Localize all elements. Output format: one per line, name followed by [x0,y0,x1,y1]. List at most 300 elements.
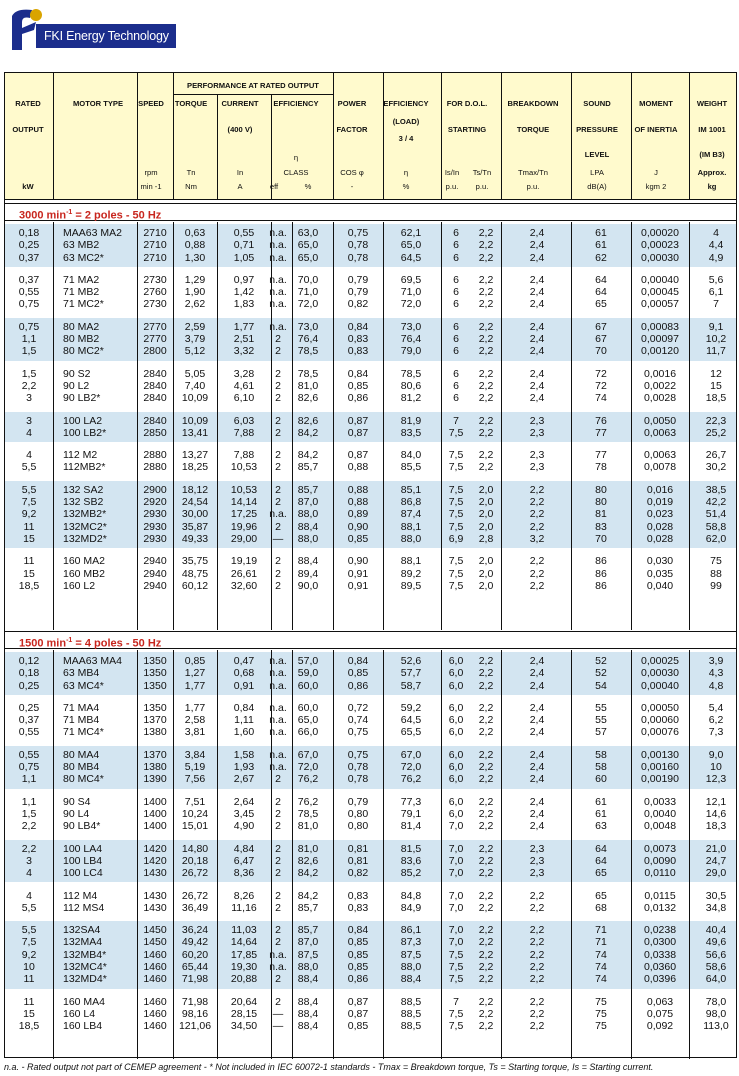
table-cell: 0,79 [347,795,369,808]
table-cell: 4,3 [708,667,724,680]
table-cell: 71 MB4 [63,714,100,727]
table-cell: 71 [595,924,607,937]
table-cell: 1400 [143,807,167,820]
unit-bd: p.u. [526,182,540,191]
column-divider [383,650,384,1059]
table-cell: 0,0073 [643,842,677,855]
table-cell: 75 [595,1020,607,1033]
table-cell: 2,2 [478,748,494,761]
table-cell: 2,2 [478,714,494,727]
table-cell: 21,0 [705,842,727,855]
table-cell: 62,1 [400,227,422,239]
table-cell: 6,10 [233,392,255,405]
table-cell: 7,5 [448,461,464,474]
table-cell: 2 [275,461,281,474]
table-cell: 10 [23,960,35,973]
table-cell: 2 [275,426,281,439]
table-cell: 0,87 [347,995,369,1008]
table-cell: 100 LC4 [63,867,103,880]
unit-moi: J [654,168,658,177]
table-cell: 2,3 [529,461,545,474]
table-cell: n.a. [269,298,287,311]
table-cell: 5,5 [21,483,37,496]
table-cell: 0,83 [347,889,369,902]
table-cell: 88,0 [297,960,319,973]
table-cell: 1,60 [233,726,255,739]
table-cell: 87,0 [297,496,319,509]
row-group [5,552,736,595]
table-cell: 2,2 [478,273,494,286]
table-cell: 1,5 [21,807,37,820]
table-cell: 84,9 [400,901,422,914]
table-cell: 0,00057 [641,298,679,311]
table-cell: 160 MB2 [63,567,106,580]
table-cell: 2,2 [478,1007,494,1020]
table-cell: 80 MB2 [63,333,100,346]
table-cell: 2,4 [529,714,545,727]
table-cell: 64,0 [705,973,727,986]
table-cell: 5,05 [184,367,206,380]
table-cell: 88,0 [400,960,422,973]
table-cell: 87,5 [297,948,319,961]
table-cell: 11,7 [706,345,726,358]
header-wt: IM 1001 [698,125,726,134]
table-cell: 7,5 [21,936,37,949]
table-cell: 61 [595,239,607,252]
table-row [5,867,736,879]
section-poles: = 4 poles - 50 Hz [72,637,162,650]
table-cell: 132MB4* [63,948,107,961]
table-cell: 0,75 [347,726,369,739]
table-cell: 5,4 [708,701,724,714]
table-cell: 0,092 [646,1020,674,1033]
table-cell: 2,4 [529,679,545,692]
table-cell: 71,98 [181,973,209,986]
table-cell: 7,5 [448,449,464,462]
table-cell: 79,1 [400,807,422,820]
table-cell: 58,7 [400,679,422,692]
table-cell: 54 [595,679,607,692]
table-cell: 0,81 [347,842,369,855]
table-cell: 0,040 [646,579,674,592]
section-heading [5,631,736,649]
table-cell: 26,72 [181,867,209,880]
table-cell: 18,3 [705,820,727,833]
table-cell: 132MD2* [63,532,107,545]
table-cell: 0,00045 [641,286,679,299]
table-cell: 0,80 [347,820,369,833]
table-cell: 88,5 [400,995,422,1008]
table-cell: 80 MB4 [63,761,100,774]
table-cell: 0,88 [347,461,369,474]
table-cell: 14,80 [181,842,209,855]
column-divider [292,222,293,630]
table-cell: 6 [453,392,459,405]
table-cell: 49,6 [705,936,727,949]
table-cell: 80,6 [400,379,422,392]
table-cell: 2,2 [478,726,494,739]
table-cell: 0,85 [347,532,369,545]
table-cell: 0,80 [347,807,369,820]
unit-torque: Nm [185,182,197,191]
table-cell: 3,45 [233,807,255,820]
table-cell: 80 [595,483,607,496]
table-cell: 52,6 [400,655,422,667]
table-cell: 2,2 [478,973,494,986]
table-cell: 26,61 [230,567,258,580]
header-divider [501,73,502,199]
table-cell: 10,24 [181,807,209,820]
table-cell: 1350 [143,679,167,692]
unit-sound: LPA [590,168,604,177]
header-dol: FOR D.O.L. [446,99,488,108]
table-cell: 80 MA4 [63,748,100,761]
table-cell: 20,88 [230,973,258,986]
table-cell: 3 [26,414,32,427]
table-row [5,714,736,726]
table-cell: 132 SA2 [63,483,104,496]
unit-sub: p.u. [445,182,459,191]
table-cell: 0,37 [18,714,40,727]
table-row [5,996,736,1008]
table-cell: 6 [453,367,459,380]
table-cell: 100 LB4 [63,854,103,867]
table-cell: 55 [595,714,607,727]
table-cell: 0,0300 [643,936,677,949]
table-cell: 2,3 [529,867,545,880]
table-cell: 17,85 [230,948,258,961]
table-cell: 40,4 [705,924,727,937]
section-title: 1500 min [19,637,67,650]
table-cell: 2,0 [478,579,494,592]
table-cell: 71,0 [400,286,422,299]
table-row [5,949,736,961]
table-cell: 0,00040 [641,273,679,286]
table-cell: 0,86 [347,392,369,405]
table-cell: 0,0022 [643,379,677,392]
column-divider [689,222,690,630]
table-cell: 2,2 [21,379,37,392]
table-cell: 2,2 [478,701,494,714]
table-cell: 0,0050 [643,414,677,427]
table-cell: 0,12 [18,655,40,667]
row-group [5,271,736,314]
table-cell: 5,19 [184,761,206,774]
table-cell: 0,85 [347,1020,369,1033]
table-row [5,368,736,380]
table-cell: 2,2 [478,960,494,973]
table-cell: 0,0040 [643,807,677,820]
header-divider [383,73,384,199]
table-cell: n.a. [269,227,287,239]
column-divider [333,650,334,1059]
table-cell: 2,2 [478,667,494,680]
table-cell: 2,2 [478,414,494,427]
table-cell: 90 S2 [63,367,91,380]
table-cell: 60,20 [181,948,209,961]
table-cell: 2,4 [529,748,545,761]
table-cell: 0,0238 [643,924,677,937]
table-cell: 14,64 [230,936,258,949]
column-divider [53,222,54,630]
table-cell: 9,2 [21,508,37,521]
table-cell: 13,41 [181,426,209,439]
table-cell: 2920 [143,496,167,509]
table-cell: 0,0048 [643,820,677,833]
table-cell: 87,5 [400,948,422,961]
header-eff: EFFICIENCY [273,99,319,108]
table-row [5,333,736,345]
table-cell: 0,00040 [641,679,679,692]
column-divider [571,222,572,630]
table-cell: 4 [26,889,32,902]
table-row [5,973,736,985]
table-cell: 67 [595,320,607,333]
table-cell: 72,0 [297,298,319,311]
table-cell: 6,0 [448,807,464,820]
table-cell: 0,0360 [643,960,677,973]
table-cell: 7,5 [448,960,464,973]
table-cell: n.a. [269,761,287,774]
table-cell: 1460 [143,995,167,1008]
table-cell: 100 LA4 [63,842,103,855]
table-cell: 0,87 [347,449,369,462]
table-cell: 75 [595,995,607,1008]
table-cell: 0,0063 [643,426,677,439]
table-cell: 0,72 [347,701,369,714]
table-cell: 64 [595,273,607,286]
table-cell: 2,2 [478,426,494,439]
table-cell: 84,8 [400,889,422,902]
table-cell: 1,05 [233,251,255,264]
table-cell: 2,2 [478,392,494,405]
table-cell: 2,2 [478,379,494,392]
table-cell: 80 MC4* [63,773,104,786]
table-cell: n.a. [269,667,287,680]
table-cell: 2,4 [529,726,545,739]
table-cell: 64 [595,842,607,855]
table-cell: 0,83 [347,333,369,346]
header-bd: BREAKDOWN [507,99,559,108]
table-cell: 7,3 [708,726,724,739]
table-cell: 18,12 [181,483,209,496]
table-cell: 74 [595,948,607,961]
table-cell: 87,0 [297,936,319,949]
table-cell: 71,0 [297,286,319,299]
header-effload: EFFICIENCY [383,99,429,108]
table-cell: 28,15 [230,1007,258,1020]
table-cell: 2,4 [529,333,545,346]
table-cell: 2,4 [529,251,545,264]
table-cell: 6,03 [233,414,255,427]
table-cell: 2,4 [529,298,545,311]
table-cell: 10,53 [230,461,258,474]
table-cell: 99 [710,579,722,592]
table-cell: 2 [275,483,281,496]
table-cell: 2,2 [478,367,494,380]
table-cell: 1370 [143,714,167,727]
table-cell: 6,0 [448,655,464,667]
table-cell: 30,2 [705,461,727,474]
table-cell: 29,00 [230,532,258,545]
table-cell: 63 [595,820,607,833]
table-cell: 3 [26,854,32,867]
table-cell: 0,82 [347,867,369,880]
table-cell: 86,1 [400,924,422,937]
table-row [5,924,736,936]
table-cell: 2,0 [478,508,494,521]
table-cell: 1,77 [233,320,255,333]
table-cell: 2,2 [478,679,494,692]
table-cell: 2 [275,520,281,533]
table-cell: 2,2 [478,807,494,820]
unit-moi: kgm 2 [645,182,667,191]
table-row [5,902,736,914]
table-cell: 1,27 [184,667,206,680]
table-cell: 0,85 [347,960,369,973]
table-cell: 132MC2* [63,520,107,533]
table-cell: 88,4 [297,520,319,533]
table-cell: 0,91 [347,579,369,592]
table-cell: 0,86 [347,679,369,692]
table-cell: n.a. [269,726,287,739]
table-cell: 88,1 [400,520,422,533]
table-cell: 0,84 [347,320,369,333]
table-cell: 72 [595,367,607,380]
table-cell: 32,60 [230,579,258,592]
table-cell: 83 [595,520,607,533]
header-divider [173,73,174,199]
table-cell: 2 [275,807,281,820]
brand-name: FKI Energy Technology [36,24,176,48]
table-cell: 2,2 [478,449,494,462]
table-cell: 69,5 [400,273,422,286]
table-cell: 52 [595,655,607,667]
header-divider [571,73,572,199]
table-cell: 6 [453,227,459,239]
table-cell: 88,4 [297,1020,319,1033]
table-cell: 4,9 [708,251,724,264]
table-cell: 2 [275,414,281,427]
table-row [5,274,736,286]
table-cell: 63,0 [297,227,319,239]
table-cell: 0,47 [233,655,255,667]
table-cell: 2,59 [184,320,206,333]
table-cell: 2,2 [529,1007,545,1020]
unit-sub: % [304,182,312,191]
section-superscript: -1 [66,637,73,644]
table-cell: 2,2 [529,508,545,521]
table-row [5,496,736,508]
table-cell: 4 [26,867,32,880]
performance-heading: PERFORMANCE AT RATED OUTPUT [187,81,319,90]
unit-eff: η [293,153,299,162]
unit-sub: p.u. [475,182,489,191]
table-cell: 7,5 [21,496,37,509]
table-cell: 0,83 [347,901,369,914]
table-cell: 19,19 [230,555,258,568]
table-cell: 71 MC2* [63,298,104,311]
table-cell: 0,55 [233,227,255,239]
table-cell: 0,85 [347,667,369,680]
table-cell: 4,4 [708,239,724,252]
table-cell: 22,3 [705,414,727,427]
table-cell: 76,4 [297,333,319,346]
table-cell: 2 [275,773,281,786]
table-cell: 0,0115 [644,889,676,902]
table-cell: 77 [595,449,607,462]
table-cell: 0,0028 [643,392,677,405]
table-cell: 34,8 [705,901,727,914]
table-cell: 88,4 [400,973,422,986]
table-cell: 88,0 [400,532,422,545]
table-cell: 1350 [143,701,167,714]
table-row [5,749,736,761]
table-cell: 65,0 [297,251,319,264]
table-cell: 2,4 [529,807,545,820]
table-cell: 6,0 [448,667,464,680]
table-cell: 15 [23,1007,35,1020]
table-cell: 2,2 [478,889,494,902]
table-cell: 2,2 [529,960,545,973]
table-cell: 85,7 [297,483,319,496]
table-cell: 1,1 [21,773,37,786]
table-cell: 0,25 [18,679,40,692]
table-cell: 0,78 [347,761,369,774]
table-row [5,252,736,264]
table-cell: 86 [595,555,607,568]
table-cell: 70 [595,345,607,358]
row-group [5,993,736,1036]
table-row [5,580,736,592]
table-cell: 0,00050 [641,701,679,714]
table-cell: 2,2 [478,901,494,914]
table-cell: 3,79 [184,333,206,346]
table-cell: 2,2 [21,842,37,855]
table-cell: 2,2 [478,842,494,855]
table-cell: 2 [275,333,281,346]
table-row [5,521,736,533]
table-cell: 20,18 [181,854,209,867]
table-cell: 65,0 [297,714,319,727]
table-header [5,73,736,200]
table-cell: 14,6 [705,807,727,820]
table-row [5,345,736,357]
table-cell: 87,3 [400,936,422,949]
table-cell: 90 L4 [63,807,90,820]
table-cell: 9,0 [708,748,724,761]
table-cell: 64 [595,854,607,867]
table-cell: 7,0 [448,842,464,855]
table-cell: 0,68 [233,667,255,680]
table-cell: 61 [595,227,607,239]
table-cell: 112 MS4 [63,901,105,914]
table-cell: 0,89 [347,508,369,521]
table-cell: 1,1 [21,333,37,346]
table-cell: 2,2 [478,795,494,808]
table-cell: 84,2 [297,426,319,439]
table-cell: 7,5 [448,426,464,439]
table-cell: 0,88 [347,496,369,509]
table-cell: 0,87 [347,426,369,439]
table-cell: 0,84 [347,924,369,937]
column-divider [441,222,442,630]
table-cell: 89,4 [297,567,319,580]
table-cell: n.a. [269,286,287,299]
table-cell: 1,1 [21,795,37,808]
table-cell: 4,90 [233,820,255,833]
table-cell: 64 [595,286,607,299]
